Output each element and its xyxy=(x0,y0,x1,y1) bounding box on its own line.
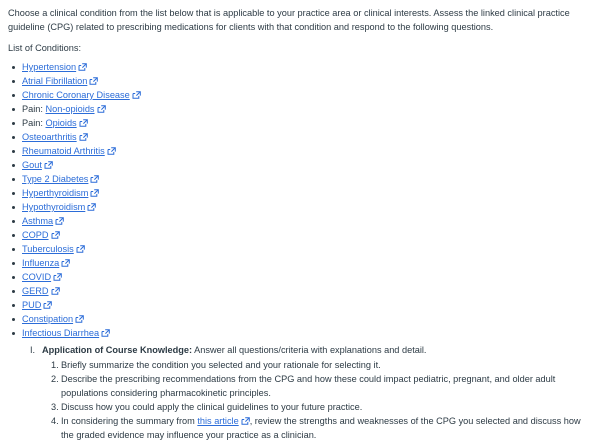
question-number: 3. xyxy=(51,402,59,412)
conditions-list xyxy=(8,60,594,340)
external-link-icon xyxy=(61,259,70,267)
external-link-icon xyxy=(90,175,99,183)
external-link-icon xyxy=(107,147,116,155)
condition-link-osteoarthritis[interactable]: Osteoarthritis xyxy=(22,132,77,142)
external-link-icon xyxy=(43,301,52,309)
question-item xyxy=(51,372,594,400)
condition-link-hypertension[interactable]: Hypertension xyxy=(22,62,77,72)
external-link-icon xyxy=(75,315,84,323)
list-item xyxy=(12,88,594,102)
list-title: List of Conditions: xyxy=(8,43,82,53)
section-instruction: Answer all questions/criteria with explanations and detail. xyxy=(192,345,427,355)
condition-link-gerd[interactable]: GERD xyxy=(22,286,49,296)
list-item xyxy=(12,130,594,144)
list-item xyxy=(12,158,594,172)
list-item xyxy=(12,284,594,298)
list-item xyxy=(12,60,594,74)
list-item xyxy=(12,116,594,130)
section-title: Application of Course Knowledge: xyxy=(42,345,193,355)
condition-link-influenza[interactable]: Influenza xyxy=(22,258,60,268)
condition-link-tuberculosis[interactable]: Tuberculosis xyxy=(22,244,74,254)
condition-link-type-2-diabetes[interactable]: Type 2 Diabetes xyxy=(22,174,89,184)
external-link-icon xyxy=(44,161,53,169)
list-item xyxy=(12,200,594,214)
condition-prefix: Pain: xyxy=(22,118,46,128)
list-item xyxy=(12,312,594,326)
list-item xyxy=(12,214,594,228)
list-item xyxy=(12,256,594,270)
list-item xyxy=(12,102,594,116)
question-text-before: In considering the summary from xyxy=(61,416,198,426)
external-link-icon xyxy=(51,231,60,239)
question-item xyxy=(51,414,594,442)
external-link-icon xyxy=(53,273,62,281)
list-item xyxy=(12,298,594,312)
question-number: 2. xyxy=(51,374,59,384)
question-number: 4. xyxy=(51,416,59,426)
question-text-after: , review the strengths and weaknesses of the CPG you selected and discuss how the graded evidence may influence your practice as a clinician. xyxy=(61,416,581,440)
question-item xyxy=(51,400,594,414)
questions-list xyxy=(30,358,594,442)
condition-link-hyperthyroidism[interactable]: Hyperthyroidism xyxy=(22,188,89,198)
list-item xyxy=(12,172,594,186)
list-item xyxy=(12,186,594,200)
external-link-icon xyxy=(76,245,85,253)
intro-paragraph: Choose a clinical condition from the list below that is applicable to your practice area or clinical interests. Assess the linked clinical practice guideline (CPG) related to prescribing medications for clients with that condition and respond to the following questions. xyxy=(8,8,570,32)
list-item xyxy=(12,242,594,256)
condition-link-pain-non-opioids[interactable]: Non-opioids xyxy=(45,104,95,114)
question-text: Briefly summarize the condition you selected and your rationale for selecting it. xyxy=(61,360,381,370)
section-numeral: I. xyxy=(30,345,36,355)
external-link-icon xyxy=(51,287,60,295)
external-link-icon xyxy=(132,91,141,99)
list-item xyxy=(12,228,594,242)
this-article-link[interactable]: this article xyxy=(197,416,239,426)
list-item xyxy=(12,326,594,340)
question-text: Discuss how you could apply the clinical guidelines to your future practice. xyxy=(61,402,363,412)
condition-link-infectious-diarrhea[interactable]: Infectious Diarrhea xyxy=(22,328,100,338)
external-link-icon xyxy=(78,63,87,71)
external-link-icon xyxy=(89,77,98,85)
external-link-icon xyxy=(90,189,99,197)
application-section xyxy=(8,343,594,442)
condition-link-rheumatoid-arthritis[interactable]: Rheumatoid Arthritis xyxy=(22,146,105,156)
condition-link-gout[interactable]: Gout xyxy=(22,160,42,170)
external-link-icon xyxy=(79,119,88,127)
condition-link-asthma[interactable]: Asthma xyxy=(22,216,54,226)
external-link-icon xyxy=(55,217,64,225)
list-item xyxy=(12,74,594,88)
section-heading xyxy=(30,343,594,357)
external-link-icon xyxy=(101,329,110,337)
condition-link-covid[interactable]: COVID xyxy=(22,272,52,282)
external-link-icon xyxy=(79,133,88,141)
question-number: 1. xyxy=(51,360,59,370)
condition-link-hypothyroidism[interactable]: Hypothyroidism xyxy=(22,202,86,212)
condition-link-atrial-fibrillation[interactable]: Atrial Fibrillation xyxy=(22,76,88,86)
question-item xyxy=(51,358,594,372)
condition-prefix: Pain: xyxy=(22,104,46,114)
external-link-icon xyxy=(97,105,106,113)
condition-link-chronic-coronary-disease[interactable]: Chronic Coronary Disease xyxy=(22,90,130,100)
condition-link-pain-opioids[interactable]: Opioids xyxy=(45,118,77,128)
condition-link-constipation[interactable]: Constipation xyxy=(22,314,74,324)
list-item xyxy=(12,144,594,158)
external-link-icon xyxy=(87,203,96,211)
condition-link-pud[interactable]: PUD xyxy=(22,300,42,310)
external-link-icon xyxy=(241,417,250,425)
list-item xyxy=(12,270,594,284)
question-text: Describe the prescribing recommendations from the CPG and how these could impact pediatric, pregnant, and older adult populations considering pharmacokinetic principles. xyxy=(61,374,556,398)
condition-link-copd[interactable]: COPD xyxy=(22,230,49,240)
